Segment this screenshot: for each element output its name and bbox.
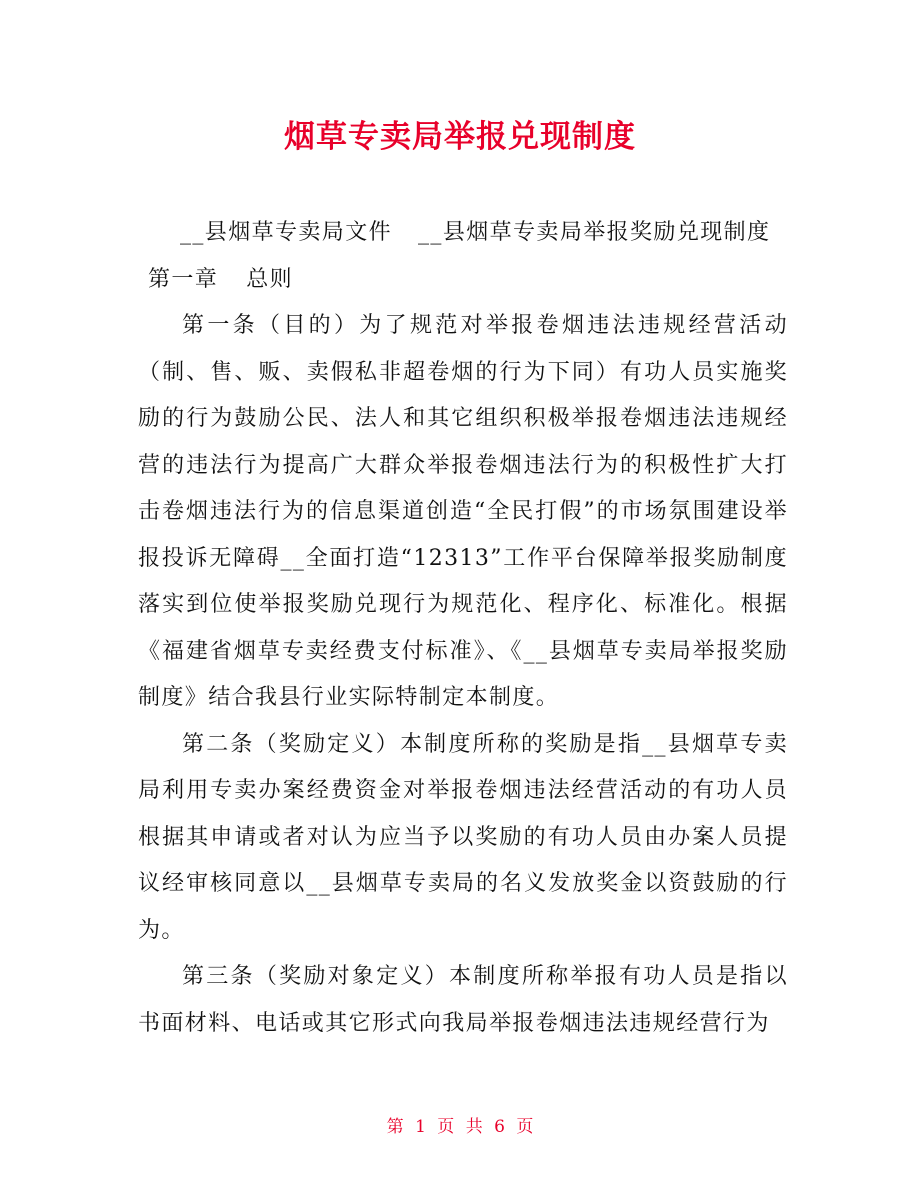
article-2-paragraph: 第二条（奖励定义）本制度所称的奖励是指__县烟草专卖局利用专卖办案经费资金对举报卷烟违法经营活动的有功人员根据其申请或者对认为应当予以奖励的有功人员由办案人员提议经审核同意以__县烟草专卖局的名义发放奖金以资鼓励的行为。 bbox=[138, 731, 788, 943]
header-right-text: __县烟草专卖局举报奖励兑现制度 bbox=[418, 220, 771, 245]
document-title: 烟草专卖局举报兑现制度 bbox=[284, 119, 636, 155]
chapter-heading bbox=[138, 257, 788, 304]
article-1-paragraph: 第一条（目的）为了规范对举报卷烟违法违规经营活动（制、售、贩、卖假私非超卷烟的行为下同）有功人员实施奖励的行为鼓励公民、法人和其它组织积极举报卷烟违法违规经营的违法行为提高广大群众举报卷烟违法行为的积极性扩大打击卷烟违法行为的信息渠道创造“全民打假”的市场氛围建设举报投诉无障碍__全面打造“12313”工作平台保障举报奖励制度落实到位使举报奖励兑现行为规范化、程序化、标准化。根据《福建省烟草专卖经费支付标准》、《__县烟草专卖局举报奖励制度》结合我县行业实际特制定本制度。 bbox=[138, 313, 788, 710]
page-number-footer: 第 1 页 共 6 页 bbox=[386, 1117, 534, 1137]
chapter-number: 第一章 bbox=[148, 266, 219, 292]
document-header-line bbox=[138, 210, 788, 257]
header-left-text: __县烟草专卖局文件 bbox=[180, 220, 393, 245]
chapter-title: 总则 bbox=[246, 266, 294, 292]
document-body bbox=[138, 210, 788, 1047]
article-3-paragraph: 第三条（奖励对象定义）本制度所称举报有功人员是指以书面材料、电话或其它形式向我局举报卷烟违法违规经营行为 bbox=[138, 964, 788, 1036]
